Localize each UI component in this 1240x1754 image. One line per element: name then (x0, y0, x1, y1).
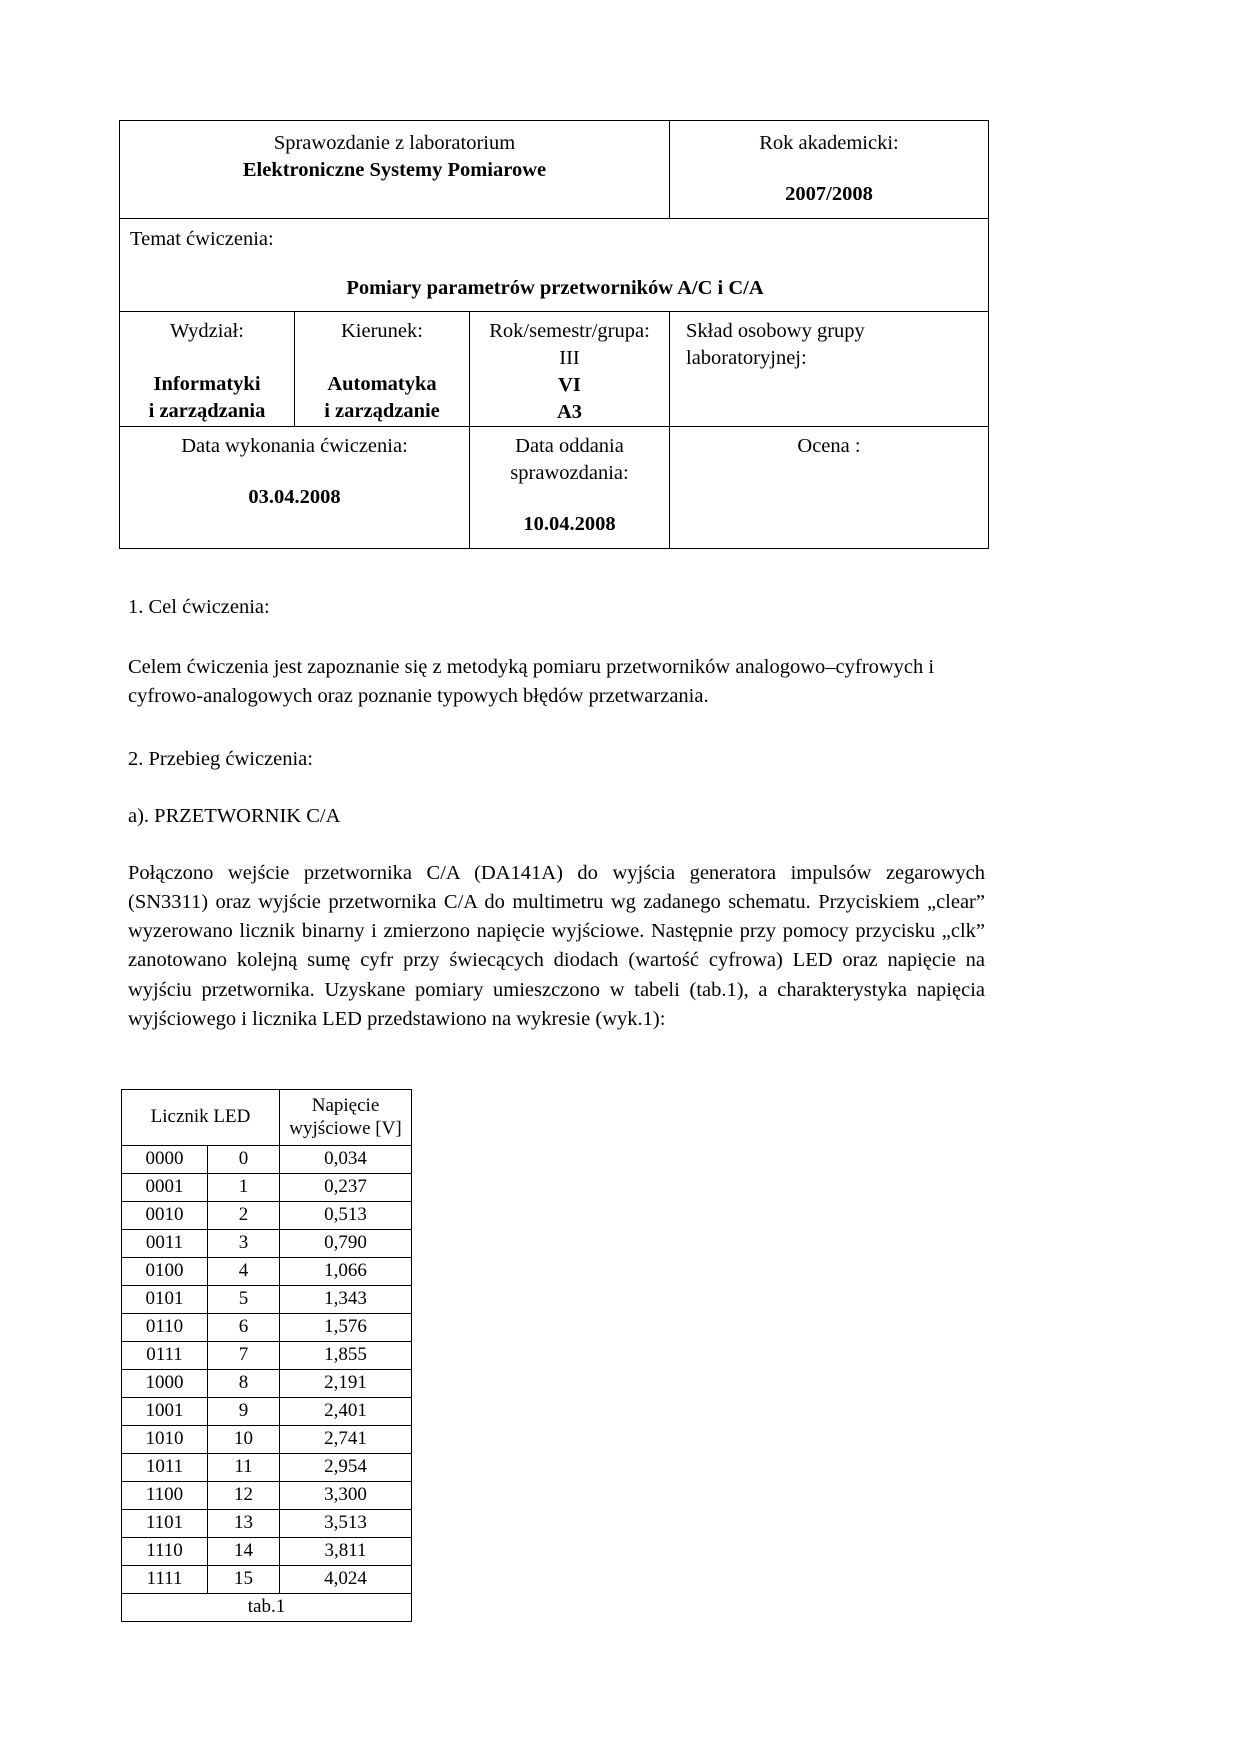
table-row (120, 427, 989, 548)
section-1-heading: 1. Cel ćwiczenia: (128, 595, 270, 618)
section-2-heading: 2. Przebieg ćwiczenia: (128, 747, 313, 770)
table-row (122, 1174, 412, 1202)
cell-decimal: 2 (208, 1202, 280, 1230)
exercise-topic-cell (120, 219, 989, 312)
faculty-value-line2: i zarządzania (148, 400, 266, 423)
cell-binary: 0010 (122, 1202, 208, 1230)
cell-binary: 1100 (122, 1482, 208, 1510)
cell-voltage: 2,741 (280, 1426, 412, 1454)
table-row (122, 1538, 412, 1566)
date-submitted-cell (470, 427, 670, 548)
cell-decimal: 8 (208, 1370, 280, 1398)
table-row (120, 312, 989, 427)
cell-voltage: 1,576 (280, 1314, 412, 1342)
cell-voltage: 4,024 (280, 1566, 412, 1594)
faculty-label: Wydział: (170, 320, 244, 343)
table-row (122, 1342, 412, 1370)
cell-decimal: 1 (208, 1174, 280, 1202)
cell-binary: 0110 (122, 1314, 208, 1342)
cell-voltage: 2,191 (280, 1370, 412, 1398)
cell-decimal: 0 (208, 1146, 280, 1174)
column-header-voltage-line1: Napięcie (311, 1094, 380, 1116)
table-caption: tab.1 (122, 1594, 412, 1622)
grade-cell (670, 427, 989, 548)
measurement-table (121, 1089, 412, 1623)
table-row (122, 1566, 412, 1594)
table-header-row (122, 1089, 412, 1146)
table-row (122, 1286, 412, 1314)
field-of-study-value-line2: i zarządzanie (324, 400, 440, 423)
table-row (120, 219, 989, 312)
cell-voltage: 1,343 (280, 1286, 412, 1314)
column-header-counter: Licznik LED (122, 1089, 280, 1146)
table-row (122, 1230, 412, 1258)
date-performed-label: Data wykonania ćwiczenia: (181, 435, 408, 458)
year-semester-group-label: Rok/semestr/grupa: (489, 320, 650, 343)
measurement-table-body (122, 1146, 412, 1594)
report-title-line1: Sprawozdanie z laboratorium (273, 132, 516, 154)
academic-year-label: Rok akademicki: (759, 132, 899, 154)
cell-voltage: 2,401 (280, 1398, 412, 1426)
cell-voltage: 3,300 (280, 1482, 412, 1510)
field-of-study-cell (295, 312, 470, 427)
cell-decimal: 6 (208, 1314, 280, 1342)
table-row (122, 1258, 412, 1286)
cell-binary: 1110 (122, 1538, 208, 1566)
cell-voltage: 3,513 (280, 1510, 412, 1538)
table-row (122, 1202, 412, 1230)
faculty-value-line1: Informatyki (153, 373, 261, 396)
subsection-a-heading: a). PRZETWORNIK C/A (128, 804, 341, 827)
field-of-study-value-line1: Automatyka (327, 373, 437, 396)
table-row (122, 1146, 412, 1174)
year-semester-group-cell (470, 312, 670, 427)
cell-binary: 0000 (122, 1146, 208, 1174)
exercise-topic-value: Pomiary parametrów przetworników A/C i C/A (346, 277, 764, 300)
cell-binary: 1000 (122, 1370, 208, 1398)
cell-binary: 1001 (122, 1398, 208, 1426)
cell-voltage: 0,790 (280, 1230, 412, 1258)
cell-decimal: 12 (208, 1482, 280, 1510)
team-members-cell (670, 312, 989, 427)
table-row (120, 121, 989, 219)
table-row (122, 1454, 412, 1482)
date-performed-value: 03.04.2008 (248, 486, 341, 509)
team-members-label-line1: Skład osobowy grupy (686, 320, 865, 343)
cell-voltage: 1,855 (280, 1342, 412, 1370)
cell-decimal: 5 (208, 1286, 280, 1314)
cell-decimal: 14 (208, 1538, 280, 1566)
semester-value: VI (558, 374, 581, 397)
measurement-table-container (121, 1089, 1110, 1623)
cell-decimal: 11 (208, 1454, 280, 1482)
cell-decimal: 3 (208, 1230, 280, 1258)
cell-decimal: 4 (208, 1258, 280, 1286)
academic-year-cell (670, 121, 989, 219)
column-header-voltage-line2: wyjściowe [V] (289, 1117, 402, 1139)
study-year-value: III (559, 347, 580, 370)
table-caption-row (122, 1594, 412, 1622)
table-row (122, 1314, 412, 1342)
cell-decimal: 10 (208, 1426, 280, 1454)
section-1-text: Celem ćwiczenia jest zapoznanie się z metodyką pomiaru przetworników analogowo–cyfrowych i cyfrowo-analogowych oraz poznanie typowych błędów przetwarzania. (128, 655, 935, 707)
cell-decimal: 9 (208, 1398, 280, 1426)
table-row (122, 1398, 412, 1426)
cell-binary: 1010 (122, 1426, 208, 1454)
grade-label: Ocena : (797, 435, 861, 458)
group-value: A3 (556, 401, 583, 424)
cell-voltage: 3,811 (280, 1538, 412, 1566)
cell-voltage: 1,066 (280, 1258, 412, 1286)
cell-voltage: 0,513 (280, 1202, 412, 1230)
report-title-cell (120, 121, 670, 219)
column-header-voltage (280, 1089, 412, 1146)
field-of-study-label: Kierunek: (341, 320, 423, 343)
table-row (122, 1426, 412, 1454)
cell-binary: 1111 (122, 1566, 208, 1594)
academic-year-value: 2007/2008 (785, 183, 873, 206)
report-cover-table (119, 120, 989, 549)
cell-binary: 1101 (122, 1510, 208, 1538)
faculty-cell (120, 312, 295, 427)
cell-decimal: 15 (208, 1566, 280, 1594)
date-performed-cell (120, 427, 470, 548)
cell-voltage: 2,954 (280, 1454, 412, 1482)
cell-binary: 1011 (122, 1454, 208, 1482)
date-submitted-label: Data oddania sprawozdania: (510, 435, 629, 485)
table-row (122, 1482, 412, 1510)
cell-binary: 0101 (122, 1286, 208, 1314)
cell-binary: 0001 (122, 1174, 208, 1202)
table-row (122, 1370, 412, 1398)
cell-decimal: 13 (208, 1510, 280, 1538)
cell-binary: 0011 (122, 1230, 208, 1258)
team-members-label-line2: laboratoryjnej: (686, 347, 807, 370)
table-row (122, 1510, 412, 1538)
cell-binary: 0100 (122, 1258, 208, 1286)
date-submitted-value: 10.04.2008 (523, 513, 616, 536)
document-body (128, 593, 985, 1034)
report-title-line2: Elektroniczne Systemy Pomiarowe (242, 159, 547, 182)
cell-voltage: 0,034 (280, 1146, 412, 1174)
exercise-topic-label: Temat ćwiczenia: (130, 228, 274, 251)
cell-decimal: 7 (208, 1342, 280, 1370)
cell-binary: 0111 (122, 1342, 208, 1370)
cell-voltage: 0,237 (280, 1174, 412, 1202)
subsection-a-text: Połączono wejście przetwornika C/A (DA141A) do wyjścia generatora impulsów zegarowych (SN3311) oraz wyjście przetwornika C/A do multimetru wg zadanego schematu. Przyciskiem „clear” wyzerowano licznik binarny i zmierzono napięcie wyjściowe. Następnie przy pomocy przycisku „clk” zanotowano kolejną sumę cyfr przy świecących diodach (wartość cyfrowa) LED oraz napięcie na wyjściu przetwornika. Uzyskane pomiary umieszczono w tabeli (tab.1), a charakterystyka napięcia wyjściowego i licznika LED przedstawiono na wykresie (wyk.1): (128, 862, 985, 1030)
